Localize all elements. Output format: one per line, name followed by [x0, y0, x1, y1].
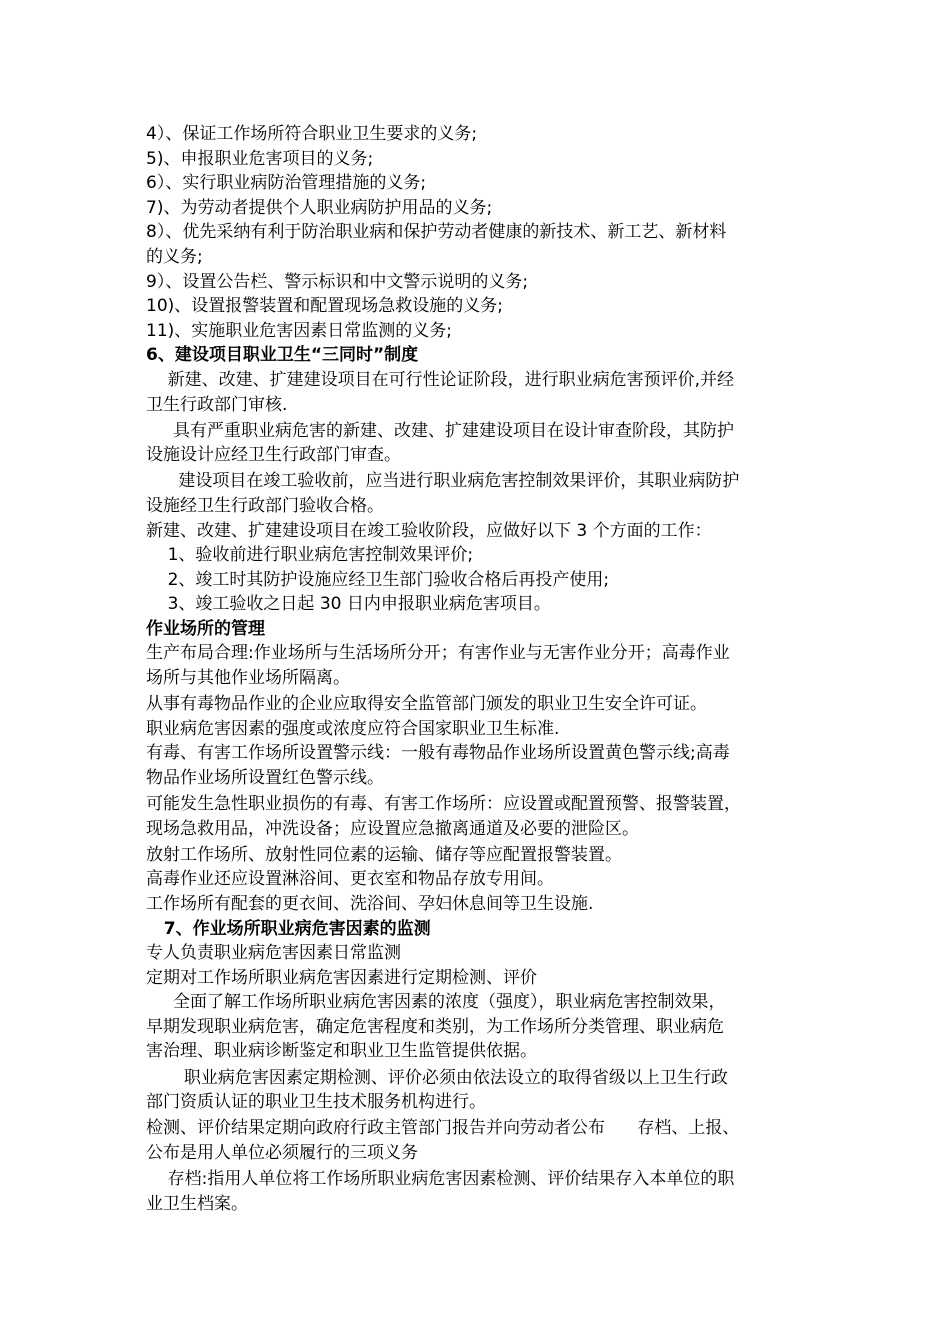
- text-line: 工作场所有配套的更衣间、洗浴间、孕妇休息间等卫生设施.: [146, 893, 594, 914]
- text-line: 检测、评价结果定期向政府行政主管部门报告并向劳动者公布 存档、上报、: [146, 1118, 740, 1139]
- text-line: 部门资质认证的职业卫生技术服务机构进行。: [146, 1092, 486, 1113]
- text-line: 3、竣工验收之日起 30 日内申报职业病危害项目。: [146, 594, 551, 615]
- text-line: 职业病危害因素的强度或浓度应符合国家职业卫生标准.: [146, 718, 560, 739]
- text-line: 10)、设置报警装置和配置现场急救设施的义务;: [146, 296, 503, 317]
- text-line: 6）、实行职业病防治管理措施的义务;: [146, 173, 427, 194]
- text-line: 物品作业场所设置红色警示线。: [146, 767, 384, 788]
- text-line: 业卫生档案。: [146, 1193, 248, 1214]
- text-line: 专人负责职业病危害因素日常监测: [146, 943, 401, 964]
- text-line: 4）、保证工作场所符合职业卫生要求的义务;: [146, 124, 478, 144]
- text-line: 职业病危害因素定期检测、评价必须由依法设立的取得省级以上卫生行政: [146, 1067, 728, 1088]
- section-heading: 7、作业场所职业病危害因素的监测: [146, 918, 431, 939]
- text-line: 生产布局合理:作业场所与生活场所分开；有害作业与无害作业分开；高毒作业: [146, 643, 730, 664]
- text-line: 新建、改建、扩建建设项目在竣工验收阶段，应做好以下 3 个方面的工作：: [146, 520, 712, 541]
- document-body: [146, 122, 814, 1216]
- text-line: 的义务;: [146, 246, 203, 267]
- text-line: 具有严重职业病危害的新建、改建、扩建建设项目在设计审查阶段，其防护: [146, 420, 735, 441]
- text-line: 害治理、职业病诊断鉴定和职业卫生监管提供依据。: [146, 1041, 537, 1062]
- text-line: 1、验收前进行职业病危害控制效果评价;: [146, 545, 474, 566]
- text-line: 现场急救用品，冲洗设备；应设置应急撤离通道及必要的泄险区。: [146, 818, 639, 839]
- text-line: 7)、为劳动者提供个人职业病防护用品的义务;: [146, 197, 493, 218]
- text-line: 5)、申报职业危害项目的义务;: [146, 148, 374, 169]
- text-line: 8）、优先采纳有利于防治职业病和保护劳动者健康的新技术、新工艺、新材料: [146, 222, 727, 243]
- text-line: 高毒作业还应设置淋浴间、更衣室和物品存放专用间。: [146, 869, 554, 890]
- text-line: 2、竣工时其防护设施应经卫生部门验收合格后再投产使用;: [146, 569, 610, 590]
- text-line: 公布是用人单位必须履行的三项义务: [146, 1142, 418, 1163]
- text-line: 建设项目在竣工验收前，应当进行职业病危害控制效果评价，其职业病防护: [146, 471, 740, 492]
- text-line: 新建、改建、扩建建设项目在可行性论证阶段，进行职业病危害预评价,并经: [146, 369, 735, 390]
- text-line: 设施设计应经卫生行政部门审查。: [146, 445, 401, 466]
- text-line: 早期发现职业病危害，确定危害程度和类别，为工作场所分类管理、职业病危: [146, 1016, 724, 1037]
- text-line: 可能发生急性职业损伤的有毒、有害工作场所：应设置或配置预警、报警装置，: [146, 794, 741, 815]
- text-line: 场所与其他作业场所隔离。: [146, 668, 350, 689]
- section-heading: 作业场所的管理: [146, 618, 265, 639]
- text-line: 放射工作场所、放射性同位素的运输、储存等应配置报警装置。: [146, 844, 622, 865]
- text-line: 定期对工作场所职业病危害因素进行定期检测、评价: [146, 967, 537, 988]
- section-heading: 6、建设项目职业卫生“三同时”制度: [146, 345, 419, 366]
- text-line: 有毒、有害工作场所设置警示线：一般有毒物品作业场所设置黄色警示线;高毒: [146, 743, 730, 764]
- text-line: 从事有毒物品作业的企业应取得安全监管部门颁发的职业卫生安全许可证。: [146, 694, 707, 715]
- text-line: 卫生行政部门审核.: [146, 394, 288, 415]
- text-line: 9）、设置公告栏、警示标识和中文警示说明的义务;: [146, 271, 529, 292]
- text-line: 全面了解工作场所职业病危害因素的浓度（强度），职业病危害控制效果，: [146, 992, 726, 1013]
- text-line: 设施经卫生行政部门验收合格。: [146, 495, 384, 516]
- text-line: 存档:指用人单位将工作场所职业病危害因素检测、评价结果存入本单位的职: [146, 1168, 735, 1189]
- text-line: 11)、实施职业危害因素日常监测的义务;: [146, 320, 452, 341]
